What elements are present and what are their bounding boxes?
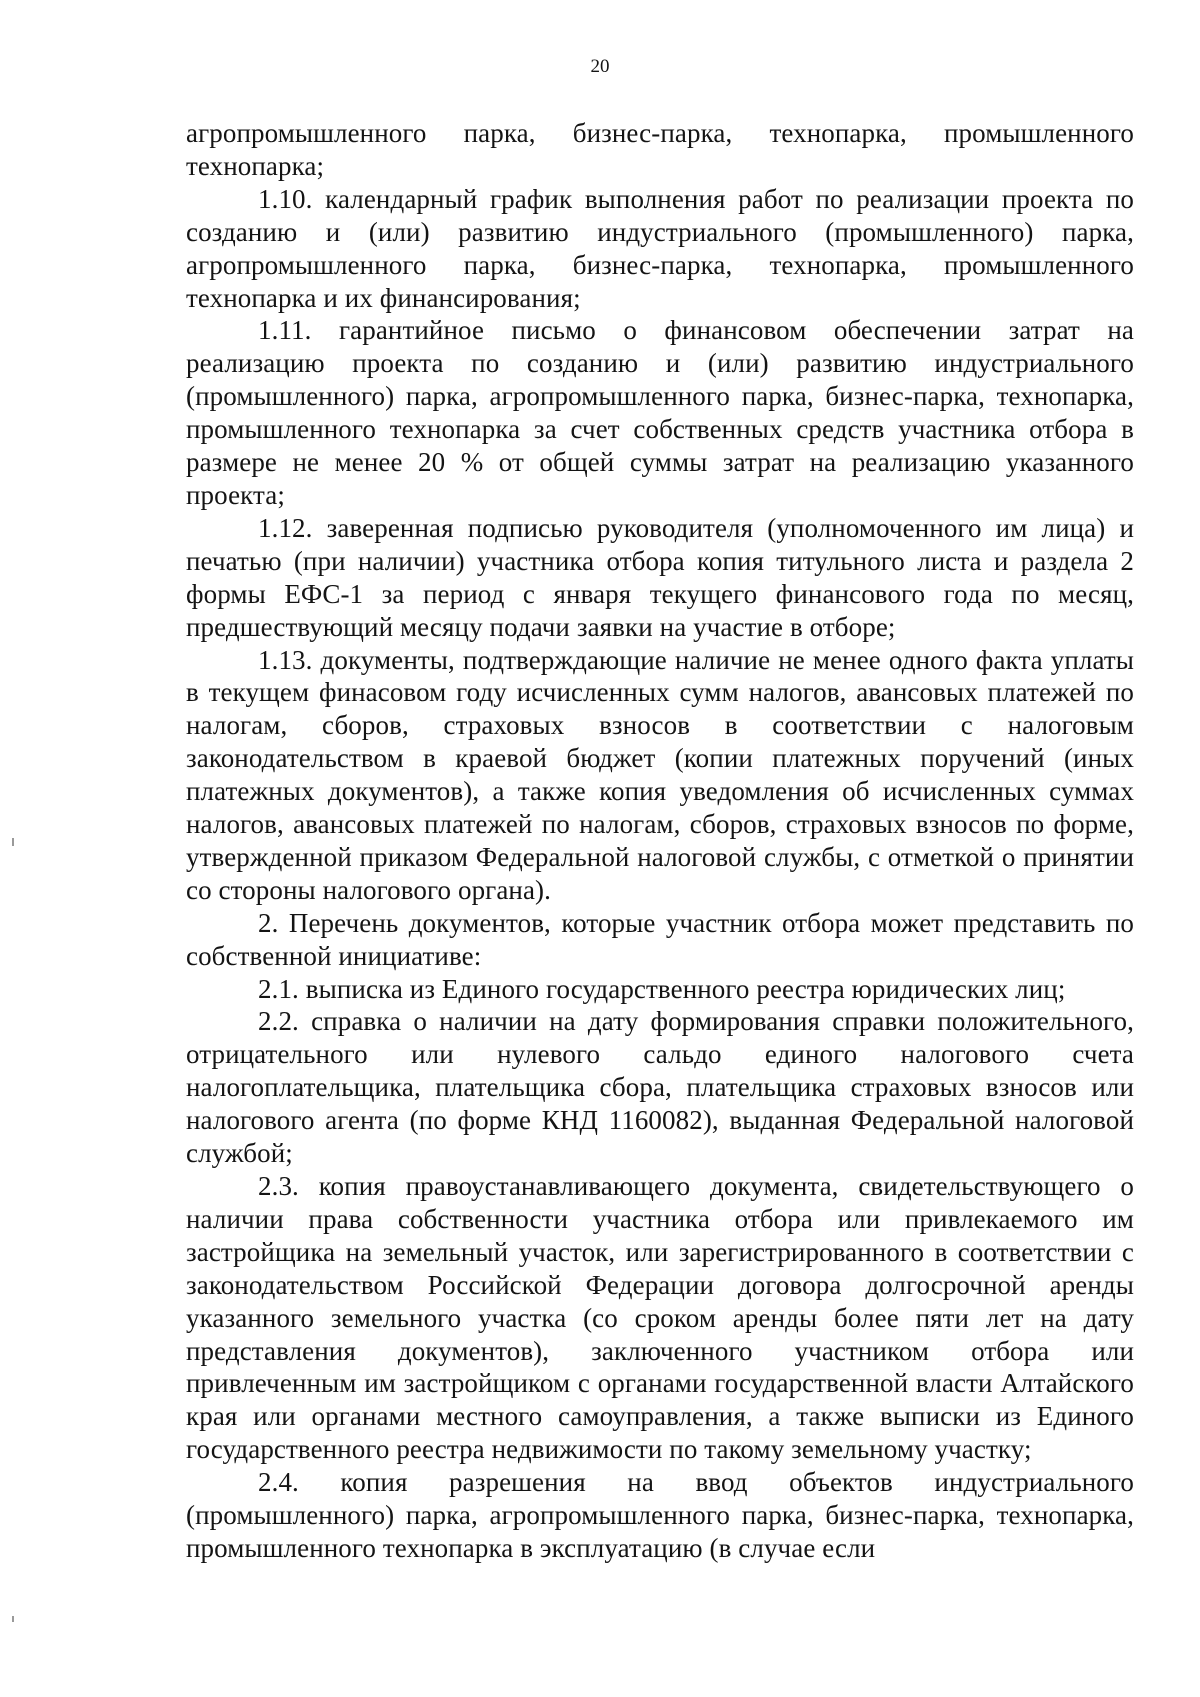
document-body	[186, 117, 1134, 1565]
paragraph-2-4: 2.4. копия разрешения на ввод объектов индустриального (промышленного) парка, агропромышленного парка, бизнес-парка, технопарка, промышленного технопарка в эксплуатацию (в случае если	[186, 1467, 1134, 1563]
paragraph-2-3: 2.3. копия правоустанавливающего документа, свидетельствующего о наличии права собственности участника отбора или привлекаемого им застройщика на земельный участок, или зарегистрированного в соответствии с законодательством Российской Федерации договора долгосрочной аренды указанного земельного участка (со сроком аренды более пяти лет на дату представления документов), заключенного участником отбора или привлеченным им застройщиком с органами государственной власти Алтайского края или органами местного самоуправления, а также выписки из Единого государственного реестра недвижимости по такому земельному участку;	[186, 1171, 1134, 1465]
paragraph-continuation: агропромышленного парка, бизнес-парка, технопарка, промышленного технопарка;	[186, 118, 1134, 181]
page-number: 20	[590, 56, 610, 77]
paragraph-1-10: 1.10. календарный график выполнения работ по реализации проекта по созданию и (или) развитию индустриального (промышленного) парка, агропромышленного парка, бизнес-парка, технопарка, промышленного технопарка и их финансирования;	[186, 183, 1134, 313]
scan-margin-mark	[12, 1616, 14, 1622]
scan-margin-mark	[12, 838, 14, 846]
paragraph-1-11: 1.11. гарантийное письмо о финансовом обеспечении затрат на реализацию проекта по созданию и (или) развитию индустриального (промышленного) парка, агропромышленного парка, бизнес-парка, технопарка, промышленного технопарка за счет собственных средств участника отбора в размере не менее 20 % от общей суммы затрат на реализацию указанного проекта;	[186, 315, 1134, 510]
paragraph-1-12: 1.12. заверенная подписью руководителя (уполномоченного им лица) и печатью (при наличии) участника отбора копия титульного листа и раздела 2 формы ЕФС-1 за период с января текущего финансового года по месяц, предшествующий месяцу подачи заявки на участие в отборе;	[186, 512, 1134, 642]
paragraph-2-2: 2.2. справка о наличии на дату формирования справки положительного, отрицательного или нулевого сальдо единого налогового счета налогоплательщика, плательщика сбора, плательщика страховых взносов или налогового агента (по форме КНД 1160082), выданная Федеральной налоговой службой;	[186, 1006, 1134, 1169]
paragraph-2: 2. Перечень документов, которые участник отбора может представить по собственной инициативе:	[186, 907, 1134, 971]
paragraph-2-1: 2.1. выписка из Единого государственного реестра юридических лиц;	[258, 973, 1066, 1004]
paragraph-1-13: 1.13. документы, подтверждающие наличие не менее одного факта уплаты в текущем финасовом году исчисленных сумм налогов, авансовых платежей по налогам, сборов, страховых взносов в соответствии с налоговым законодательством в краевой бюджет (копии платежных поручений (иных платежных документов), а также копия уведомления об исчисленных суммах налогов, авансовых платежей по налогам, сборов, страховых взносов по форме, утвержденной приказом Федеральной налоговой службы, с отметкой о принятии со стороны налогового органа).	[186, 644, 1134, 905]
